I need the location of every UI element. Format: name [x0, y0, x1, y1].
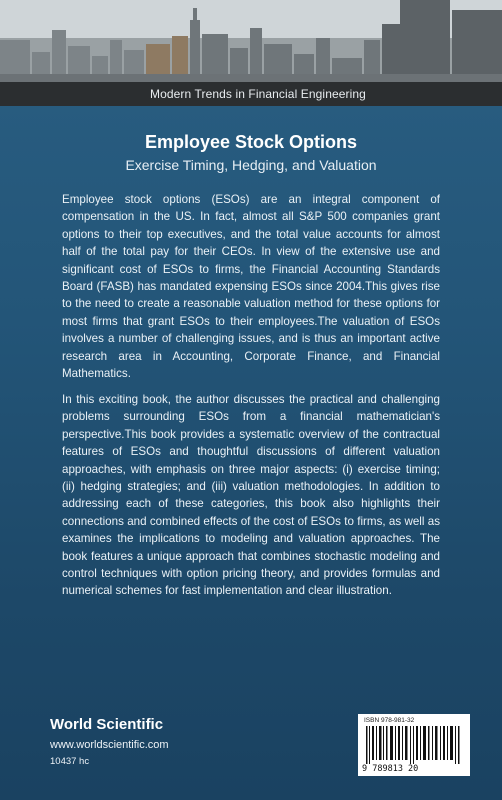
series-title: Modern Trends in Financial Engineering [150, 87, 366, 101]
isbn-text: ISBN 978-981-32 [364, 717, 415, 724]
product-code: 10437 hc [50, 756, 90, 767]
description-paragraph-2: In this exciting book, the author discusses the practical and challenging problems surrounding ESOs from a financial mathematician's perspective.This book provides a systematic overview of the contractual features of ESOs and thoughtful discussions of different valuation approaches, with emphasis on three major aspects: (i) exercise timing; (ii) hedging strategies; and (iii) valuation methodologies. In addition to addressing each of these categories, this book also highlights their connections and combined effects of the cost of ESOs to firms, as well as examines the implications to modeling and valuation approaches. The book features a unique approach that combines stochastic modeling and control techniques with option pricing theory, and provides formulas and numerical schemes for fast implementation and clear illustration. [62, 393, 440, 598]
publisher-name: World Scientific [50, 716, 164, 733]
city-skyline-image [0, 0, 502, 82]
barcode-number: 9 789813 20 [362, 764, 419, 774]
book-subtitle: Exercise Timing, Hedging, and Valuation [125, 157, 377, 173]
barcode [358, 714, 470, 776]
description-paragraph-1: Employee stock options (ESOs) are an integral component of compensation in the US. In fact, almost all S&P 500 companies grant options to their top executives, and the total value accounts for almost half of the total pay for their CEOs. In view of the extensive use and significant cost of ESOs to firms, the Financial Accounting Standards Board (FASB) has mandated expensing ESOs since 2004.This gives rise to the need to create a reasonable valuation method for these options for most firms that grant ESOs to their employees.The valuation of ESOs involves a number of challenging issues, and is thus an important active research area in Accounting, Corporate Finance, and Financial Mathematics. [62, 193, 440, 381]
book-title: Employee Stock Options [144, 132, 358, 152]
publisher-website: www.worldscientific.com [50, 739, 169, 751]
barcode-bars-icon [366, 726, 462, 764]
series-banner [0, 82, 502, 106]
